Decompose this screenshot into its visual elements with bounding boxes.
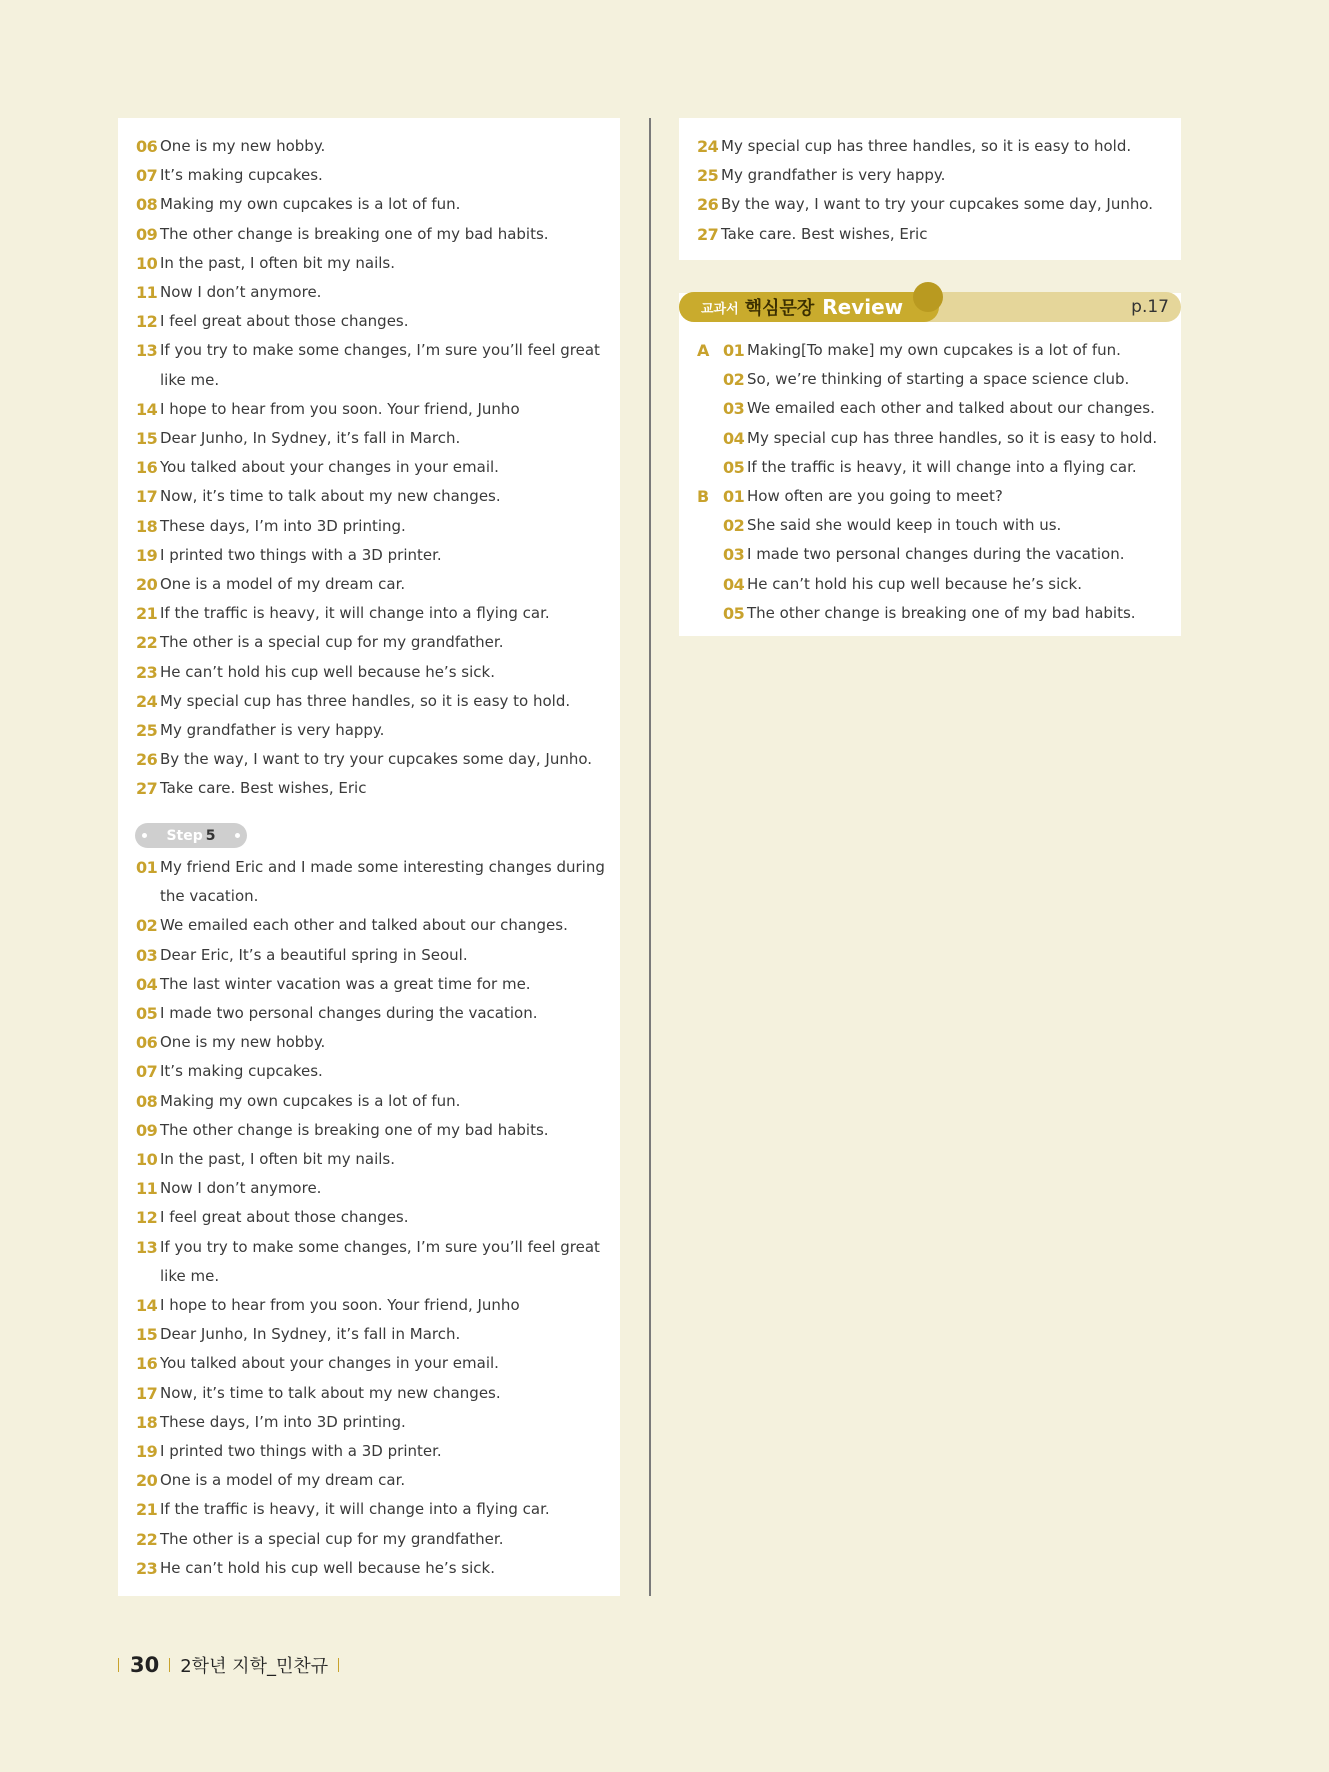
list-item: [136, 1087, 612, 1116]
item-text: You talked about your changes in your email.: [160, 458, 499, 477]
item-number: 21: [136, 1500, 158, 1520]
list-item: [136, 424, 612, 453]
item-number: 26: [697, 195, 719, 215]
item-text: My special cup has three handles, so it is easy to hold.: [721, 137, 1132, 155]
item-number: 14: [136, 399, 158, 419]
review-item: [697, 424, 1173, 453]
item-number: 23: [136, 662, 158, 682]
item-text: The last winter vacation was a great time for me.: [160, 974, 531, 993]
review-title: [701, 292, 903, 322]
step-badge: [135, 823, 247, 848]
item-text: It’s making cupcakes.: [160, 166, 323, 185]
review-item: [697, 482, 1173, 511]
item-text: Making[To make] my own cupcakes is a lot of fun.: [747, 341, 1121, 359]
list-item: [697, 132, 1173, 161]
item-number: 08: [136, 195, 158, 215]
page-number: 30: [130, 1653, 160, 1677]
item-number: 09: [136, 1120, 158, 1140]
item-text: One is my new hobby.: [160, 1033, 326, 1052]
sentence-list-step5: [136, 853, 612, 1583]
item-number: 20: [136, 575, 158, 595]
item-text: The other change is breaking one of my bad habits.: [160, 224, 549, 243]
list-item: [136, 482, 612, 511]
item-number: 27: [136, 779, 158, 799]
dot-icon: [235, 833, 240, 838]
item-text: I feel great about those changes.: [160, 1208, 409, 1227]
item-text: Dear Junho, In Sydney, it’s fall in March.: [160, 1325, 461, 1344]
list-item: [136, 1525, 612, 1554]
section-letter: [697, 394, 723, 423]
list-item: [136, 658, 612, 687]
list-item: [136, 1233, 612, 1291]
item-number: 11: [136, 283, 158, 303]
item-text: I feel great about those changes.: [160, 312, 409, 331]
item-number: 01: [723, 341, 745, 360]
review-list: [697, 336, 1173, 628]
item-number: 20: [136, 1471, 158, 1491]
list-item: [136, 687, 612, 716]
list-item: [136, 1495, 612, 1524]
item-number: 05: [136, 1004, 158, 1024]
list-item: [136, 1028, 612, 1057]
item-number: 17: [136, 487, 158, 507]
item-text: The other change is breaking one of my bad habits.: [747, 603, 1136, 622]
item-number: 25: [697, 166, 719, 186]
item-number: 12: [136, 1208, 158, 1228]
item-number: 17: [136, 1383, 158, 1403]
footer-divider: [169, 1658, 170, 1672]
list-item: [697, 190, 1173, 219]
right-content-panel: [679, 118, 1181, 260]
review-item: [697, 365, 1173, 394]
item-number: 15: [136, 429, 158, 449]
item-text: The other is a special cup for my grandfather.: [160, 1529, 504, 1548]
item-text: By the way, I want to try your cupcakes some day, Junho.: [160, 750, 593, 769]
item-text: We emailed each other and talked about our changes.: [747, 399, 1155, 418]
item-text: Now, it’s time to talk about my new changes.: [160, 1383, 501, 1402]
item-number: 04: [723, 428, 745, 448]
list-item: [136, 1408, 612, 1437]
item-number: 19: [136, 1442, 158, 1462]
item-text: I printed two things with a 3D printer.: [160, 1442, 442, 1461]
item-text: She said she would keep in touch with us.: [747, 516, 1062, 535]
item-number: 18: [136, 1412, 158, 1432]
item-text: My grandfather is very happy.: [160, 721, 385, 740]
item-number: 16: [136, 1354, 158, 1374]
section-letter: B: [697, 487, 710, 507]
item-number: 02: [136, 916, 158, 936]
item-text: Now I don’t anymore.: [160, 1179, 322, 1198]
review-title-review: Review: [822, 295, 904, 319]
item-number: 02: [723, 516, 745, 536]
item-text: He can’t hold his cup well because he’s sick.: [160, 1558, 495, 1577]
section-letter: [697, 424, 723, 453]
dot-icon: [142, 833, 147, 838]
list-item: [136, 1174, 612, 1203]
list-item: [136, 1291, 612, 1320]
list-item: [136, 745, 612, 774]
item-number: 16: [136, 458, 158, 478]
item-text: He can’t hold his cup well because he’s sick.: [160, 662, 495, 681]
item-text: If the traffic is heavy, it will change into a flying car.: [160, 1500, 550, 1519]
item-number: 12: [136, 312, 158, 332]
item-text: Making my own cupcakes is a lot of fun.: [160, 195, 461, 214]
item-number: 04: [136, 974, 158, 994]
item-text: My special cup has three handles, so it is easy to hold.: [747, 428, 1158, 447]
list-item: [136, 570, 612, 599]
list-item: [136, 278, 612, 307]
list-item: [136, 716, 612, 745]
item-text: One is my new hobby.: [160, 137, 326, 155]
list-item: [136, 911, 612, 940]
item-number: 06: [136, 1033, 158, 1053]
item-text: Dear Junho, In Sydney, it’s fall in March.: [160, 429, 461, 448]
review-item: [697, 453, 1173, 482]
item-number: 19: [136, 545, 158, 565]
list-item: [136, 628, 612, 657]
item-text: You talked about your changes in your email.: [160, 1354, 499, 1373]
item-text: These days, I’m into 3D printing.: [160, 1412, 406, 1431]
item-number: 15: [136, 1325, 158, 1345]
item-text: These days, I’m into 3D printing.: [160, 516, 406, 535]
item-text: Take care. Best wishes, Eric: [721, 224, 928, 243]
item-number: 24: [697, 137, 719, 156]
item-number: 24: [136, 691, 158, 711]
item-text: I made two personal changes during the vacation.: [160, 1004, 538, 1023]
item-number: 18: [136, 516, 158, 536]
item-text: My friend Eric and I made some interesting changes during the vacation.: [160, 858, 605, 906]
item-number: 21: [136, 604, 158, 624]
item-text: The other change is breaking one of my bad habits.: [160, 1120, 549, 1139]
section-letter: [697, 511, 723, 540]
item-number: 08: [136, 1091, 158, 1111]
step-number: 5: [205, 827, 216, 844]
list-item: [136, 1057, 612, 1086]
list-item: [697, 161, 1173, 190]
item-text: If you try to make some changes, I’m sure you’ll feel great like me.: [160, 341, 600, 389]
list-item: [136, 1145, 612, 1174]
section-letter: [697, 570, 723, 599]
item-text: I hope to hear from you soon. Your friend, Junho: [160, 399, 520, 418]
review-page-ref: p.17: [1131, 297, 1169, 317]
item-number: 13: [136, 1237, 158, 1257]
item-text: I hope to hear from you soon. Your friend, Junho: [160, 1296, 520, 1315]
review-title-main: 핵심문장: [744, 298, 815, 319]
item-number: 07: [136, 166, 158, 186]
list-item: [136, 853, 612, 911]
list-item: [136, 599, 612, 628]
review-item: [697, 599, 1173, 628]
list-item: [136, 1320, 612, 1349]
list-item: [136, 395, 612, 424]
item-text: So, we’re thinking of starting a space science club.: [747, 370, 1130, 389]
item-text: How often are you going to meet?: [747, 487, 1003, 506]
item-text: Take care. Best wishes, Eric: [160, 779, 367, 798]
list-item: [136, 1203, 612, 1232]
item-text: My grandfather is very happy.: [721, 166, 946, 185]
item-text: If you try to make some changes, I’m sure you’ll feel great like me.: [160, 1237, 600, 1285]
review-title-small: 교과서: [701, 301, 739, 317]
list-item: [136, 453, 612, 482]
item-number: 03: [723, 545, 745, 565]
list-item: [136, 1554, 612, 1583]
column-divider: [649, 118, 651, 1596]
item-number: 13: [136, 341, 158, 361]
list-item: [697, 220, 1173, 249]
list-item: [136, 220, 612, 249]
list-item: [136, 1437, 612, 1466]
list-item: [136, 1379, 612, 1408]
item-number: 03: [136, 945, 158, 965]
list-item: [136, 1116, 612, 1145]
item-number: 02: [723, 370, 745, 390]
list-item: [136, 1466, 612, 1495]
list-item: [136, 307, 612, 336]
item-text: Making my own cupcakes is a lot of fun.: [160, 1091, 461, 1110]
left-content-panel: [118, 118, 620, 1596]
review-header: [679, 280, 1181, 324]
list-item: [136, 541, 612, 570]
item-text: He can’t hold his cup well because he’s sick.: [747, 574, 1082, 593]
review-item: [697, 511, 1173, 540]
item-number: 09: [136, 224, 158, 244]
item-text: One is a model of my dream car.: [160, 575, 406, 594]
list-item: [136, 249, 612, 278]
item-number: 26: [136, 750, 158, 770]
item-number: 14: [136, 1296, 158, 1316]
item-text: In the past, I often bit my nails.: [160, 253, 396, 272]
list-item: [136, 1349, 612, 1378]
item-number: 05: [723, 457, 745, 477]
item-text: I printed two things with a 3D printer.: [160, 545, 442, 564]
list-item: [136, 970, 612, 999]
item-number: 10: [136, 253, 158, 273]
list-item: [136, 161, 612, 190]
item-text: If the traffic is heavy, it will change into a flying car.: [160, 604, 550, 623]
item-text: We emailed each other and talked about our changes.: [160, 916, 568, 935]
review-item: [697, 394, 1173, 423]
item-number: 10: [136, 1150, 158, 1170]
list-item: [136, 999, 612, 1028]
review-item: [697, 570, 1173, 599]
item-text: One is a model of my dream car.: [160, 1471, 406, 1490]
page-footer: [118, 1652, 339, 1678]
item-number: 23: [136, 1558, 158, 1578]
section-letter: [697, 365, 723, 394]
list-item: [136, 774, 612, 803]
item-number: 04: [723, 574, 745, 594]
book-title: 2학년 지학_민찬규: [180, 1656, 329, 1677]
review-item: [697, 336, 1173, 365]
item-number: 22: [136, 633, 158, 653]
review-header-circle: [913, 282, 943, 312]
item-number: 06: [136, 137, 158, 156]
item-number: 01: [723, 487, 745, 507]
item-number: 05: [723, 603, 745, 623]
item-text: Dear Eric, It’s a beautiful spring in Seoul.: [160, 945, 468, 964]
item-number: 25: [136, 721, 158, 741]
sentence-list-step4: [136, 132, 612, 804]
step-label: Step: [166, 827, 203, 844]
item-text: My special cup has three handles, so it is easy to hold.: [160, 691, 571, 710]
list-item: [136, 941, 612, 970]
section-letter: [697, 453, 723, 482]
list-item: [136, 512, 612, 541]
item-text: By the way, I want to try your cupcakes some day, Junho.: [721, 195, 1154, 214]
review-panel: [679, 293, 1181, 636]
footer-divider: [338, 1658, 339, 1672]
list-item: [136, 336, 612, 394]
footer-divider: [118, 1658, 119, 1672]
section-letter: A: [697, 341, 710, 360]
list-item: [136, 132, 612, 161]
item-text: The other is a special cup for my grandfather.: [160, 633, 504, 652]
item-text: In the past, I often bit my nails.: [160, 1150, 396, 1169]
section-letter: [697, 599, 723, 628]
item-number: 27: [697, 224, 719, 244]
item-number: 22: [136, 1529, 158, 1549]
item-number: 01: [136, 858, 158, 877]
list-item: [136, 190, 612, 219]
item-text: I made two personal changes during the vacation.: [747, 545, 1125, 564]
item-text: If the traffic is heavy, it will change into a flying car.: [747, 457, 1137, 476]
item-number: 03: [723, 399, 745, 419]
item-text: It’s making cupcakes.: [160, 1062, 323, 1081]
item-number: 07: [136, 1062, 158, 1082]
section-letter: [697, 540, 723, 569]
item-number: 11: [136, 1179, 158, 1199]
item-text: Now I don’t anymore.: [160, 283, 322, 302]
sentence-list-continued: [697, 132, 1173, 249]
review-item: [697, 540, 1173, 569]
item-text: Now, it’s time to talk about my new changes.: [160, 487, 501, 506]
